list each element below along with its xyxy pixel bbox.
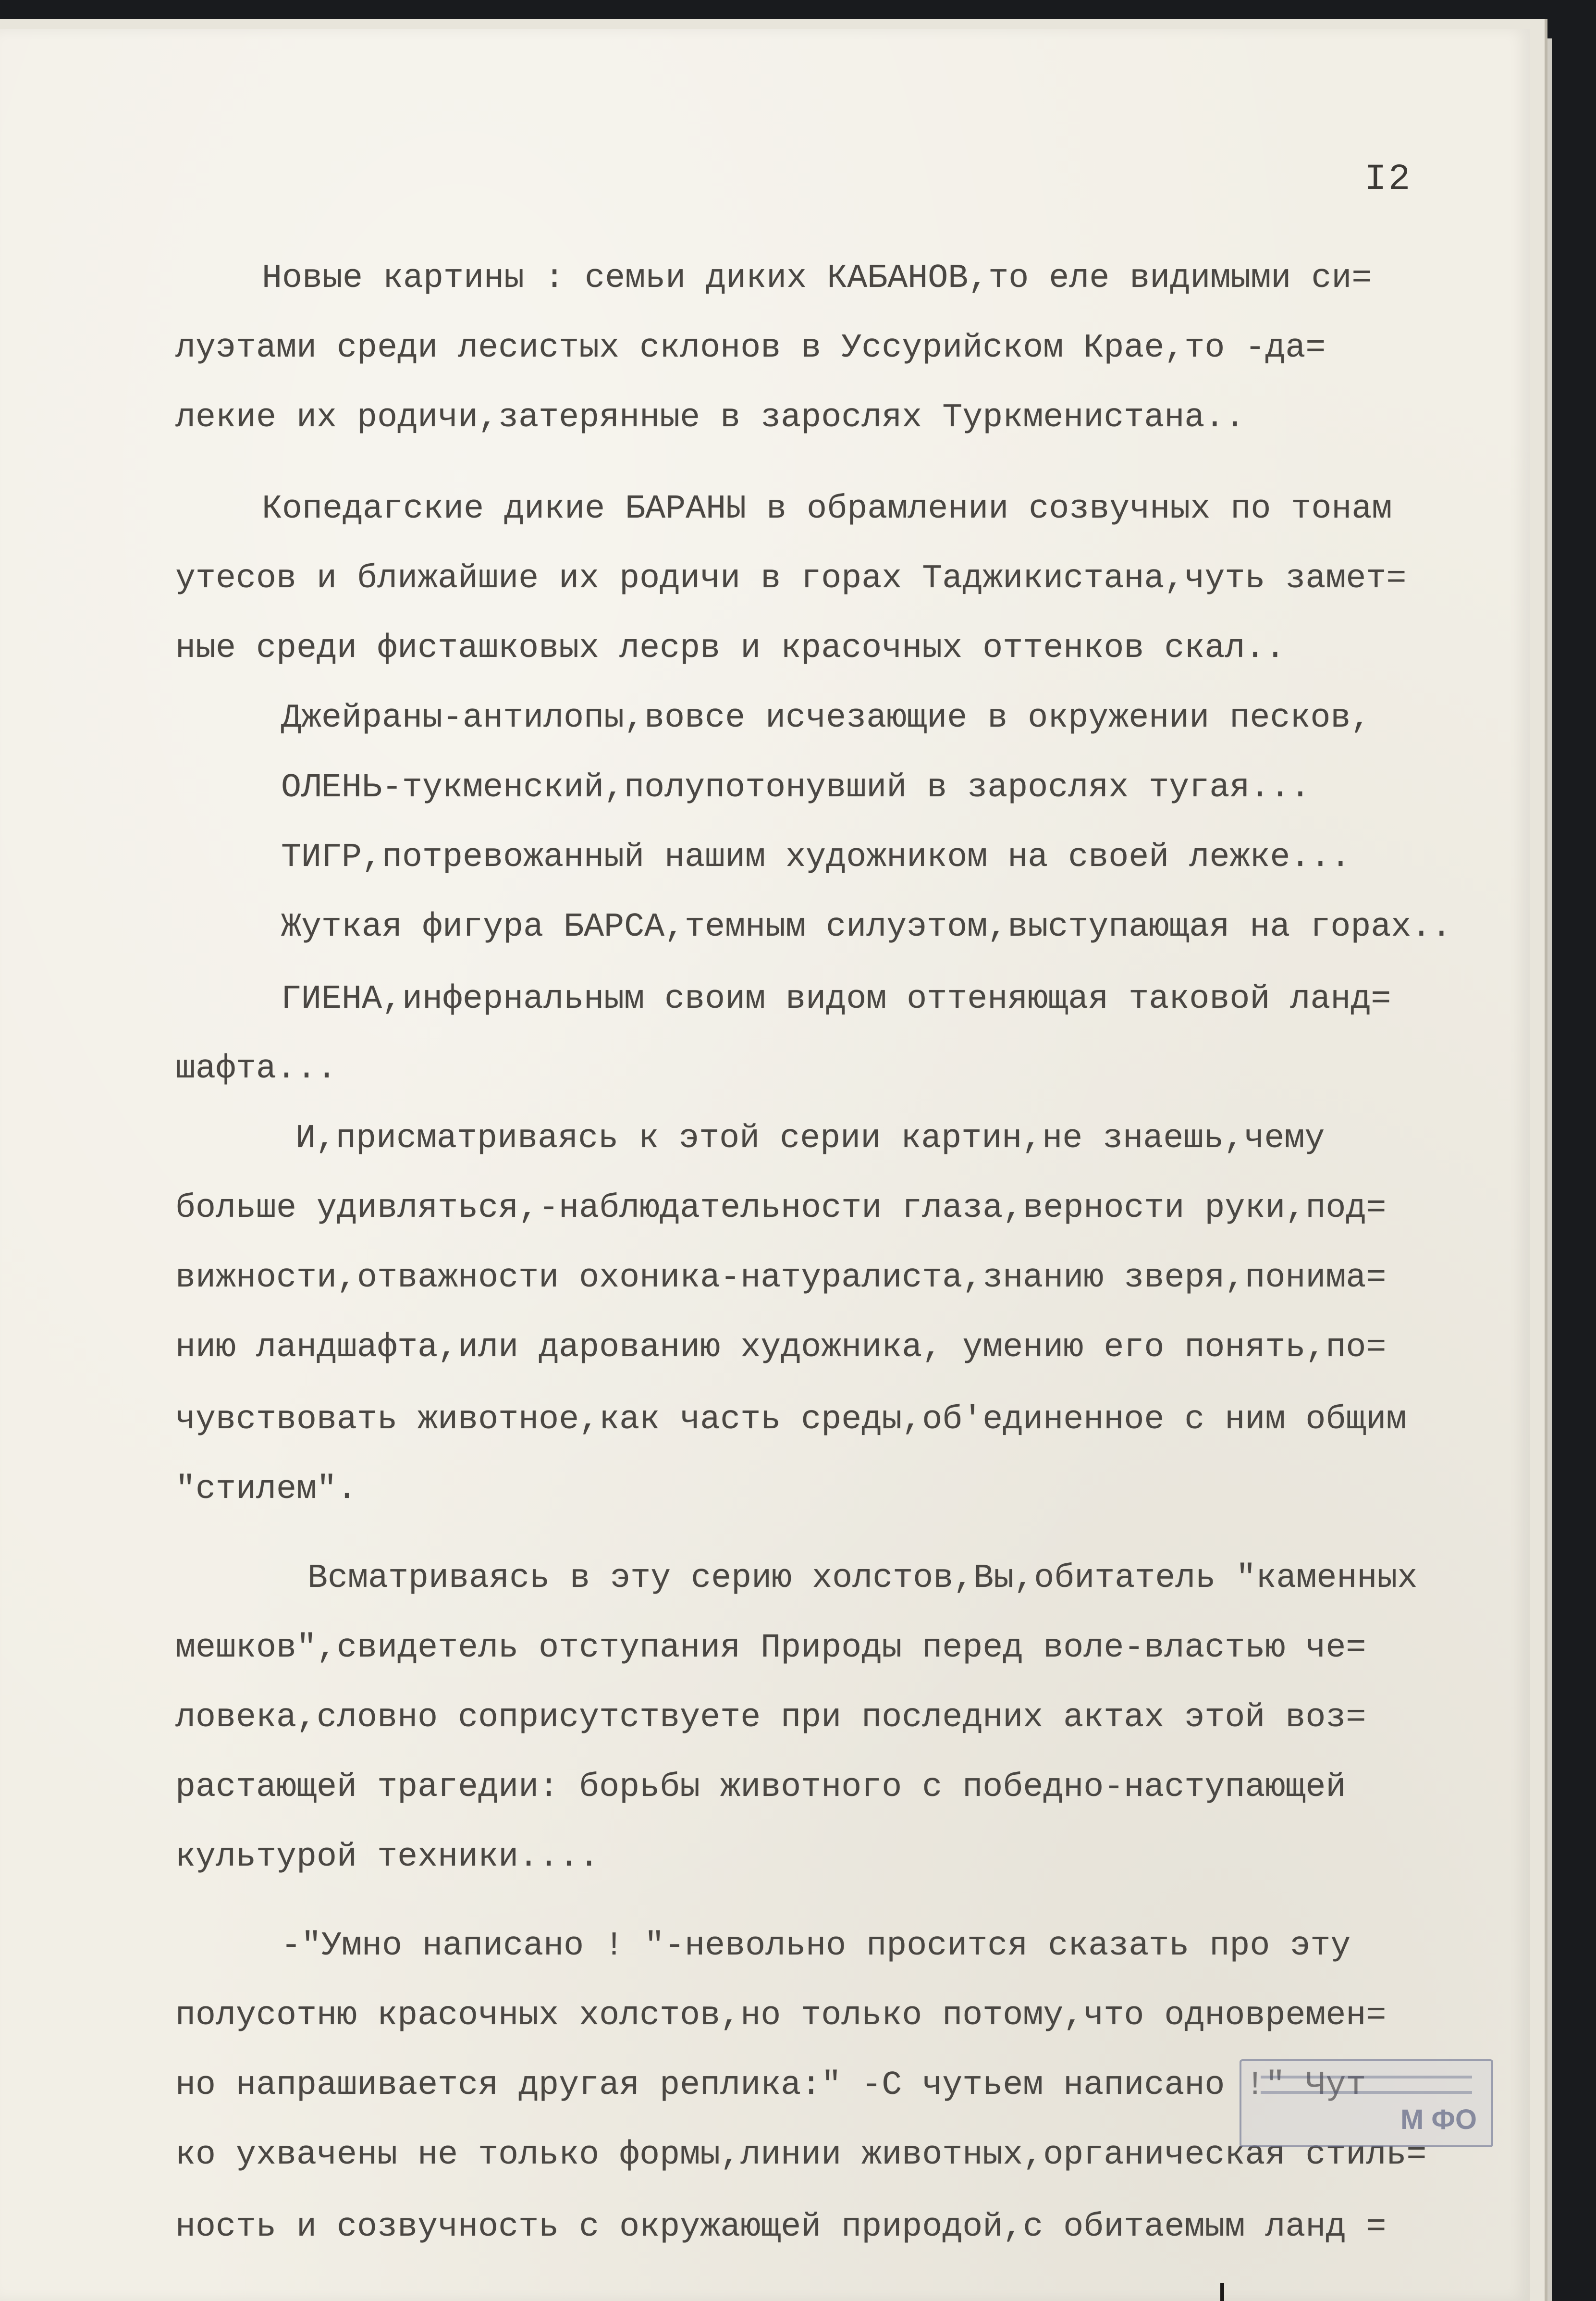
text-line: больше удивляться,-наблюдательности глаза,верности руки,под= xyxy=(175,1189,1387,1227)
text-line: ко ухвачены не только формы,линии животных,органическая стиль= xyxy=(175,2136,1427,2174)
text-line: шафта... xyxy=(175,1050,337,1088)
text-line: Джейраны-антилопы,вовсе исчезающие в окружении песков, xyxy=(281,699,1371,737)
text-line: ТИГР,потревожанный нашим художником на своей лежке... xyxy=(281,839,1351,877)
text-line: ность и созвучность с окружающей природой,с обитаемым ланд = xyxy=(175,2208,1387,2246)
text-line: Жуткая фигура БАРСА,темным силуэтом,выступающая на горах.. xyxy=(281,908,1452,946)
text-line: И,присматриваясь к этой серии картин,не знаешь,чему xyxy=(295,1120,1325,1158)
page-number: I2 xyxy=(1364,159,1412,200)
text-line: луэтами среди лесистых склонов в Уссурийском Крае,то -да= xyxy=(175,329,1326,367)
text-line: растающей трагедии: борьбы животного с победно-наступающей xyxy=(175,1769,1346,1806)
text-line: утесов и ближайшие их родичи в горах Таджикистана,чуть замет= xyxy=(175,560,1407,598)
text-line: "стилем". xyxy=(175,1471,357,1509)
archive-stamp xyxy=(1240,2059,1493,2147)
text-line: полусотню красочных холстов,но только потому,что одновремен= xyxy=(175,1997,1387,2035)
text-line: вижности,отважности охоника-натуралиста,знанию зверя,понима= xyxy=(175,1259,1387,1297)
text-line: ные среди фисташковых лесрв и красочных оттенков скал.. xyxy=(175,630,1286,668)
stamp-line xyxy=(1261,2091,1472,2094)
text-line: ОЛЕНЬ-тукменский,полупотонувший в зарослях тугая... xyxy=(281,769,1311,807)
stamp-line xyxy=(1261,2076,1472,2078)
text-line: ГИЕНА,инфернальным своим видом оттеняющая таковой ланд= xyxy=(281,980,1391,1018)
text-line: культурой техники.... xyxy=(175,1838,600,1876)
text-line: Копедагские дикие БАРАНЫ в обрамлении созвучных по тонам xyxy=(262,490,1392,528)
text-line: чувствовать животное,как часть среды,об'единенное с ним общим xyxy=(175,1401,1407,1439)
text-line: Всматриваясь в эту серию холстов,Вы,обитатель "каменных xyxy=(307,1559,1418,1597)
text-line: мешков",свидетель отступания Природы перед воле-властью че= xyxy=(175,1629,1366,1667)
text-line: -"Умно написано ! "-невольно просится сказать про эту xyxy=(281,1927,1351,1965)
text-line: нию ландшафта,или дарованию художника, умению его понять,по= xyxy=(175,1329,1387,1367)
ink-mark xyxy=(1220,2283,1224,2301)
text-line: но напрашивается другая реплика:" -С чутьем написано !" Чут xyxy=(175,2066,1366,2104)
stamp-text: ОФ М xyxy=(1400,2104,1477,2135)
text-line: Новые картины : семьи диких КАБАНОВ,то еле видимыми си= xyxy=(262,260,1372,297)
text-line: лекие их родичи,затерянные в зарослях Туркменистана.. xyxy=(175,399,1245,437)
typed-page xyxy=(0,29,1530,2301)
text-line: ловека,словно соприсутствуете при последних актах этой воз= xyxy=(175,1699,1366,1737)
